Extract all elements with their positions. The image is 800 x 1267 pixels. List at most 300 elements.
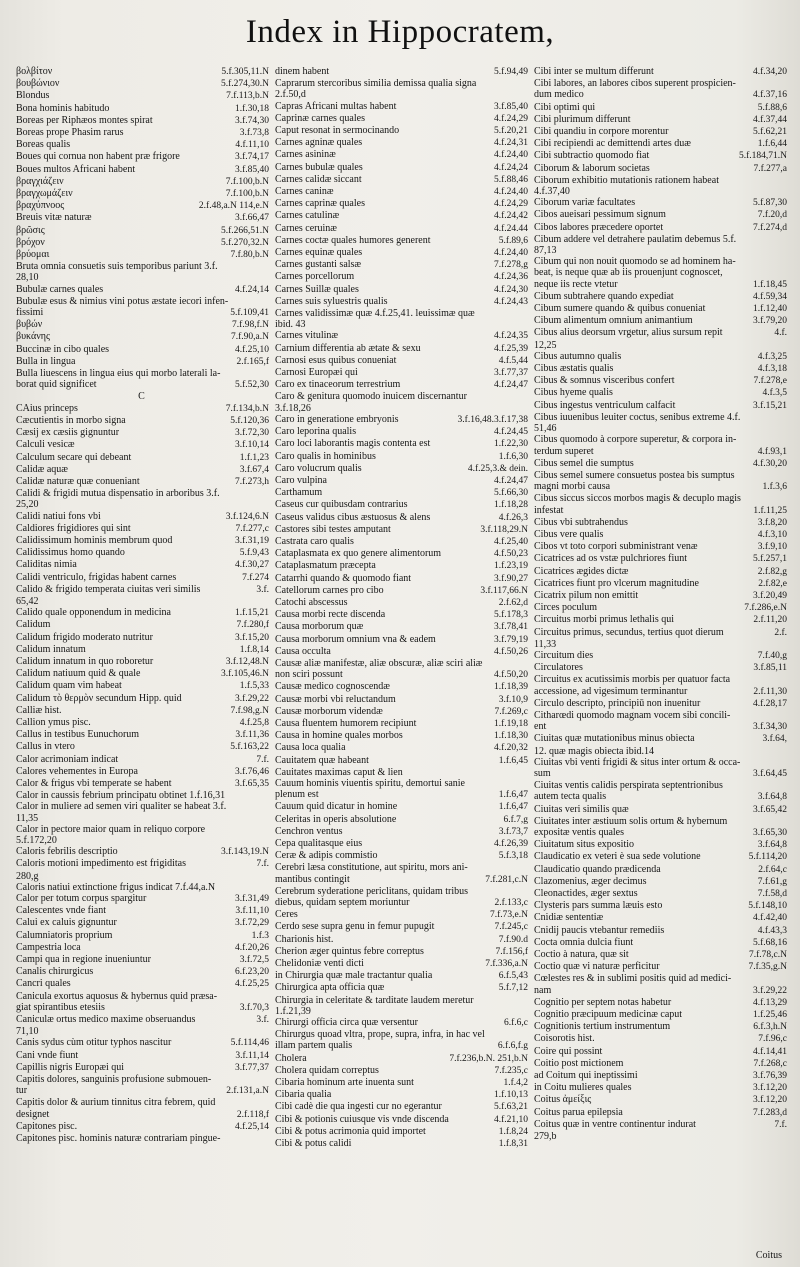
index-entry bbox=[16, 632, 269, 644]
index-reference: 3.f.10,14 bbox=[234, 440, 269, 451]
index-entry bbox=[275, 475, 528, 487]
index-reference: 4.f.11,10 bbox=[235, 140, 269, 151]
index-term: βυβών bbox=[16, 319, 43, 331]
index-entry bbox=[534, 757, 787, 768]
index-term: Calculi vesicæ bbox=[16, 439, 75, 451]
index-reference: 4.f.50,23 bbox=[493, 549, 528, 560]
index-term: Cibi optimi qui bbox=[534, 101, 596, 113]
index-entry bbox=[16, 607, 269, 619]
index-term: Calor in caussis febrium principatu obtinet 1.f.16,31 bbox=[16, 790, 226, 802]
index-term: Cibus semel die sumptus bbox=[534, 457, 634, 469]
index-reference: 4.f.24,43 bbox=[493, 296, 528, 307]
index-term: Causæ morbi vbi reluctandum bbox=[275, 693, 396, 705]
index-term: Cognitio præcipuum medicinæ caput bbox=[534, 1009, 683, 1021]
index-reference: 4.f.28,17 bbox=[752, 698, 787, 709]
index-term: Caloris natiui extinctione frigus indicat 7.f.44,a.N bbox=[16, 881, 216, 893]
index-term: Caprarum stercoribus similia demissa qualia signa bbox=[275, 78, 477, 90]
index-entry bbox=[275, 198, 528, 210]
index-term: Breuis vitæ naturæ bbox=[16, 212, 92, 224]
index-entry bbox=[16, 115, 269, 127]
index-term: Cataplasmata ex quo genere alimentorum bbox=[275, 548, 442, 560]
index-reference: 3.f.64,8 bbox=[757, 792, 787, 803]
index-term: 5.f.172,20 bbox=[16, 835, 57, 846]
index-reference: 5.f.178,3 bbox=[493, 610, 528, 621]
index-reference: 4.f.13,29 bbox=[752, 997, 787, 1008]
index-reference: 3.f. bbox=[256, 1015, 269, 1026]
index-entry bbox=[534, 997, 787, 1009]
index-entry bbox=[534, 851, 787, 863]
index-entry bbox=[16, 176, 269, 188]
index-term: Cauum hominis viuentis spiritu, demortui sanie bbox=[275, 777, 465, 789]
index-entry bbox=[534, 912, 787, 924]
index-entry bbox=[534, 279, 787, 291]
index-entry bbox=[534, 937, 787, 949]
index-term: Celeritas in operis absolutione bbox=[275, 813, 397, 825]
index-reference: 3.f.12,20 bbox=[752, 1083, 787, 1094]
index-entry bbox=[534, 662, 787, 674]
index-term: Circuitus primus, secundus, tertius quot dierum bbox=[534, 626, 724, 638]
index-term: ent bbox=[534, 721, 547, 733]
index-entry bbox=[16, 488, 269, 499]
index-term: Canalis chirurgicus bbox=[16, 966, 94, 978]
index-term: Cicatrices ægides dictæ bbox=[534, 565, 629, 577]
index-term: Cibus æstatis qualis bbox=[534, 363, 614, 375]
index-reference: 4.f.25,25 bbox=[234, 979, 269, 990]
index-term: Buccinæ in cibo quales bbox=[16, 343, 110, 355]
index-entry bbox=[16, 835, 269, 846]
index-reference: 3.f.64,45 bbox=[752, 768, 787, 779]
index-entry bbox=[275, 149, 528, 161]
index-entry bbox=[534, 710, 787, 721]
index-entry bbox=[16, 139, 269, 151]
index-reference: 4.f.24,40 bbox=[493, 248, 528, 259]
index-reference: 4.f.37,44 bbox=[752, 114, 787, 125]
index-entry bbox=[275, 1101, 528, 1113]
index-entry bbox=[534, 351, 787, 363]
index-reference: 3.f.11,14 bbox=[235, 1050, 269, 1061]
index-reference: 3.f. bbox=[256, 584, 269, 595]
index-entry bbox=[275, 137, 528, 149]
index-term: tur bbox=[16, 1085, 28, 1097]
index-entry bbox=[16, 572, 269, 584]
index-reference: 5.f.52,30 bbox=[234, 380, 269, 391]
index-term: Ciuitatum situs expositio bbox=[534, 839, 635, 851]
index-term: Chelidoniæ venti dicti bbox=[275, 958, 364, 970]
index-entry bbox=[534, 458, 787, 470]
index-entry bbox=[275, 886, 528, 897]
index-reference: 4.f.37,16 bbox=[752, 90, 787, 101]
index-term: Coitus quæ in ventre continentur indurat bbox=[534, 1118, 696, 1130]
index-term: Calculum secare qui debeant bbox=[16, 451, 132, 463]
index-term: borat quid significet bbox=[16, 379, 97, 391]
index-term: Calidissimum hominis membrum quod bbox=[16, 534, 173, 546]
index-entry bbox=[16, 415, 269, 427]
index-term: in Coitu mulieres quales bbox=[534, 1082, 632, 1094]
index-term: Claudicatio ex veteri è sua sede volutione bbox=[534, 851, 701, 863]
index-term: Calor in muliere ad semen viri qualiter se habeat 3.f. bbox=[16, 801, 227, 813]
index-reference: 7.f.269,c bbox=[494, 706, 528, 717]
index-term: Caro vulpina bbox=[275, 474, 327, 486]
index-entry bbox=[275, 1138, 528, 1150]
index-term: Campi qua in regione inueniuntur bbox=[16, 954, 151, 966]
index-reference: 7.f.98,g.N bbox=[230, 705, 269, 716]
index-reference: 3.f.16,48.3.f.17,38 bbox=[457, 414, 528, 425]
index-entry bbox=[16, 778, 269, 790]
index-reference: 4.f.24,29 bbox=[493, 199, 528, 210]
index-term: Cibi cadè die qua ingesti cur no egerantur bbox=[275, 1101, 442, 1113]
index-entry bbox=[534, 209, 787, 221]
index-term: designet bbox=[16, 1108, 50, 1120]
index-term: Circuitum dies bbox=[534, 649, 594, 661]
index-reference: 3.f.31,19 bbox=[234, 535, 269, 546]
index-entry bbox=[16, 754, 269, 766]
index-entry bbox=[16, 188, 269, 200]
index-reference: 5.f.163,22 bbox=[230, 742, 269, 753]
index-entry bbox=[275, 259, 528, 271]
section-letter: C bbox=[138, 391, 147, 403]
index-entry bbox=[16, 1037, 269, 1049]
index-reference: 4.f.26,39 bbox=[493, 839, 528, 849]
index-entry bbox=[534, 412, 787, 423]
index-reference: 4.f.30,20 bbox=[752, 458, 787, 469]
index-entry bbox=[534, 434, 787, 445]
index-reference: 5.f.20,21 bbox=[493, 126, 528, 137]
index-term: Causa occulta bbox=[275, 645, 331, 657]
index-reference: 3.f.12,20 bbox=[752, 1095, 787, 1106]
index-reference: 7.f.268,c bbox=[753, 1058, 787, 1069]
index-entry bbox=[534, 839, 787, 851]
index-term: 1.f.21,39 bbox=[275, 1005, 311, 1017]
index-reference: 1.f.23,19 bbox=[493, 561, 528, 572]
index-reference: 2.f.62,d bbox=[498, 597, 528, 608]
index-reference: 3.f.20,49 bbox=[752, 590, 787, 601]
index-reference: 4.f.24,40 bbox=[493, 150, 528, 161]
index-entry bbox=[16, 905, 269, 917]
index-reference: 7.f.283,d bbox=[752, 1107, 787, 1118]
index-reference: 1.f.8,31 bbox=[498, 1139, 528, 1150]
index-term: Cibum addere vel detrahere paulatim debemus 5.f. bbox=[534, 233, 737, 245]
index-term: βραγχωμάζειν bbox=[16, 188, 73, 200]
index-reference: 1.f.30,18 bbox=[234, 103, 269, 114]
index-term: Cerdo sese supra genu in femur pupugit bbox=[275, 921, 435, 933]
index-entry bbox=[534, 804, 787, 816]
index-term: Cauum quid dicatur in homine bbox=[275, 801, 398, 813]
index-entry bbox=[534, 291, 787, 303]
index-entry bbox=[534, 578, 787, 590]
index-entry bbox=[534, 315, 787, 327]
index-reference: 3.f.78,41 bbox=[493, 622, 528, 633]
index-reference: 3.f.15,20 bbox=[234, 632, 269, 643]
index-reference: 1.f.18,30 bbox=[493, 731, 528, 742]
index-reference: 7.f. bbox=[774, 1119, 787, 1130]
index-entry bbox=[275, 585, 528, 597]
index-entry bbox=[275, 524, 528, 536]
index-entry bbox=[16, 824, 269, 835]
index-term: Calliæ hist. bbox=[16, 704, 62, 716]
index-term: Calido quale opponendum in medicina bbox=[16, 607, 171, 619]
index-reference: 7.f.80,b.N bbox=[230, 250, 269, 261]
index-entry bbox=[534, 553, 787, 565]
index-reference: 4.f.59,34 bbox=[752, 291, 787, 302]
index-entry bbox=[16, 717, 269, 729]
index-reference: 7.f. bbox=[256, 859, 269, 870]
index-term: Catellorum carnes pro cibo bbox=[275, 584, 384, 596]
index-term: Cibus quomodo à corpore superetur, & corpora in- bbox=[534, 434, 737, 446]
index-reference: 3.f.76,46 bbox=[234, 766, 269, 777]
index-term: Cibus autumno qualis bbox=[534, 350, 622, 362]
index-reference: 1.f.3 bbox=[251, 930, 269, 941]
index-entry bbox=[16, 559, 269, 571]
index-entry bbox=[275, 995, 528, 1006]
index-entry bbox=[16, 261, 269, 272]
index-term: dum medico bbox=[534, 89, 584, 101]
index-entry bbox=[534, 423, 787, 434]
index-reference: 3.f.70,3 bbox=[239, 1002, 269, 1013]
index-entry bbox=[275, 414, 528, 426]
index-entry bbox=[275, 958, 528, 970]
index-reference: 4.f.24,45 bbox=[493, 427, 528, 438]
index-term: Cenchron ventus bbox=[275, 825, 343, 837]
index-term: Causa morbi recte discenda bbox=[275, 609, 386, 621]
index-term: Cibos labores præcedere oportet bbox=[534, 221, 664, 233]
index-term: Ciborum exhibitio mutationis rationem habeat bbox=[534, 174, 719, 186]
index-reference: 4.f.42,40 bbox=[752, 913, 787, 924]
index-reference: 3.f.10,9 bbox=[498, 694, 528, 705]
index-term: plenum est bbox=[275, 789, 319, 801]
index-entry bbox=[275, 767, 528, 778]
index-entry bbox=[275, 78, 528, 89]
index-reference: 2.f.11,30 bbox=[753, 686, 787, 697]
index-term: Chirurgia in celeritate & tarditate laudem meretur bbox=[275, 994, 474, 1006]
index-entry bbox=[16, 917, 269, 929]
index-reference: 3.f.74,17 bbox=[234, 152, 269, 163]
index-entry bbox=[16, 127, 269, 139]
index-reference: 3.f.15,21 bbox=[752, 400, 787, 411]
index-term: Cibum qui non nouit quomodo se ad hominem ha- bbox=[534, 256, 736, 268]
index-term: Cibi recipiendi ac demittendi artes duæ bbox=[534, 138, 691, 150]
index-entry bbox=[275, 125, 528, 137]
index-entry bbox=[534, 340, 787, 351]
index-reference: 3.f.66,47 bbox=[234, 213, 269, 224]
index-entry bbox=[534, 327, 787, 339]
index-term: Charionis hist. bbox=[275, 933, 334, 945]
index-term: Caro volucrum qualis bbox=[275, 462, 362, 474]
index-term: Cognitio per septem notas habetur bbox=[534, 996, 672, 1008]
index-entry bbox=[16, 296, 269, 307]
index-entry bbox=[275, 1017, 528, 1029]
index-entry bbox=[275, 1065, 528, 1077]
index-entry bbox=[275, 934, 528, 946]
index-term: Caloris febrilis descriptio bbox=[16, 846, 118, 858]
index-entry bbox=[16, 790, 269, 801]
index-entry bbox=[275, 621, 528, 633]
index-entry bbox=[275, 789, 528, 801]
index-term: accessione, ad vigesimum terminantur bbox=[534, 685, 688, 697]
index-entry bbox=[275, 391, 528, 402]
index-entry bbox=[16, 307, 269, 319]
index-term: βρόχον bbox=[16, 236, 45, 248]
index-term: Cauitatem quæ habeant bbox=[275, 754, 369, 766]
index-reference: 1.f.15,21 bbox=[234, 608, 269, 619]
index-term: Cibus alius deorsum vrgetur, alius sursum repit bbox=[534, 327, 723, 339]
index-entry bbox=[534, 686, 787, 698]
index-column-1 bbox=[16, 66, 269, 1244]
index-term: Caput resonat in sermocinando bbox=[275, 125, 400, 137]
index-reference: 4.f.24,14 bbox=[234, 284, 269, 295]
index-reference: 3.f.9,10 bbox=[757, 542, 787, 553]
index-term: Cibus vere qualis bbox=[534, 528, 604, 540]
index-entry bbox=[275, 235, 528, 247]
index-reference: 3.f.90,27 bbox=[493, 573, 528, 584]
index-term: Cocta omnia dulcia fiunt bbox=[534, 936, 634, 948]
index-term: Cnidiæ sententiæ bbox=[534, 912, 604, 924]
index-entry bbox=[275, 162, 528, 174]
index-term: Causa morborum omnium vna & eadem bbox=[275, 633, 436, 645]
index-reference: 7.f.274,d bbox=[752, 222, 787, 233]
index-entry bbox=[534, 768, 787, 780]
index-entry bbox=[16, 356, 269, 368]
index-entry bbox=[534, 446, 787, 458]
index-entry bbox=[16, 741, 269, 753]
index-entry bbox=[275, 438, 528, 450]
index-term: Cibus & somnus visceribus confert bbox=[534, 375, 675, 387]
index-term: Causæ medico cognoscendæ bbox=[275, 681, 390, 693]
index-entry bbox=[275, 755, 528, 767]
index-term: Castrata caro qualis bbox=[275, 535, 354, 547]
index-reference: 3.f.74,30 bbox=[234, 115, 269, 126]
index-reference: 3.f.124,6.N bbox=[225, 511, 269, 522]
index-reference: 6.f.7,g bbox=[503, 814, 528, 825]
index-entry bbox=[16, 368, 269, 379]
index-entry bbox=[16, 871, 269, 882]
index-term: Caloris motioni impedimento est frigiditas bbox=[16, 858, 186, 870]
index-entry bbox=[275, 367, 528, 379]
index-term: Circuitus ex acutissimis morbis per quatuor facta bbox=[534, 674, 731, 686]
index-term: Clazomenius, æger decimus bbox=[534, 875, 647, 887]
index-entry bbox=[16, 656, 269, 668]
index-term: Calidum natiuum quid & quale bbox=[16, 668, 141, 680]
index-reference: 7.f.40,g bbox=[757, 650, 787, 661]
index-term: illam partem qualis bbox=[275, 1040, 353, 1052]
index-term: βουβώνιον bbox=[16, 78, 60, 90]
index-entry bbox=[16, 1074, 269, 1085]
index-term: 279,b bbox=[534, 1131, 557, 1143]
index-term: βυκάνης bbox=[16, 331, 50, 343]
index-entry bbox=[275, 634, 528, 646]
page-title: Index in Hippocratem, bbox=[245, 14, 555, 50]
index-entry bbox=[16, 1014, 269, 1026]
index-entry bbox=[16, 464, 269, 476]
index-term: Calidi & frigidi mutua dispensatio in arboribus 3.f. bbox=[16, 488, 220, 500]
index-entry bbox=[534, 1033, 787, 1045]
index-reference: 4.f.24,42 bbox=[493, 211, 528, 222]
index-reference: 5.f.266,51.N bbox=[220, 225, 269, 236]
index-entry bbox=[534, 186, 787, 197]
index-entry bbox=[275, 862, 528, 873]
index-reference: 7.f. bbox=[256, 754, 269, 765]
index-term: expositæ ventis quales bbox=[534, 827, 624, 838]
index-term: Calor per totum corpus spargitur bbox=[16, 893, 147, 905]
index-entry bbox=[16, 619, 269, 631]
index-term: Cognitionis tertium instrumentum bbox=[534, 1021, 671, 1033]
index-entry bbox=[275, 742, 528, 754]
index-term: Cholera quidam correptus bbox=[275, 1064, 379, 1076]
index-term: mantibus contingit bbox=[275, 873, 350, 885]
index-reference: 5.f.68,16 bbox=[752, 937, 787, 948]
index-term: Calores vehementes in Europa bbox=[16, 765, 138, 777]
index-term: 280,g bbox=[16, 870, 39, 882]
index-term: Caro qualis in hominibus bbox=[275, 450, 376, 462]
index-term: Calidum quam vim habeat bbox=[16, 680, 122, 692]
index-reference: 4.f.24,35 bbox=[493, 331, 528, 342]
index-term: Carnes Suillæ quales bbox=[275, 283, 359, 295]
index-entry bbox=[16, 344, 269, 356]
index-entry bbox=[16, 319, 269, 331]
index-entry bbox=[534, 639, 787, 650]
index-term: Carnes catulinæ bbox=[275, 210, 340, 222]
index-term: Cicatrix pilum non emittit bbox=[534, 589, 639, 601]
index-reference: 3.f.11,10 bbox=[235, 906, 269, 917]
index-entry bbox=[275, 801, 528, 813]
index-term: Castores sibi testes amputant bbox=[275, 523, 391, 535]
index-reference: 3.f.31,49 bbox=[234, 894, 269, 905]
index-entry bbox=[16, 596, 269, 607]
index-term: Bruta omnia consuetis suis temporibus pariunt 3.f. bbox=[16, 261, 218, 273]
index-entry bbox=[16, 893, 269, 905]
index-entry bbox=[275, 223, 528, 235]
index-entry bbox=[534, 614, 787, 626]
index-term: Carnes agninæ quales bbox=[275, 137, 363, 149]
index-entry bbox=[16, 452, 269, 464]
index-term: magni morbi causa bbox=[534, 481, 611, 493]
index-reference: 7.f.90.d bbox=[498, 934, 528, 945]
index-term: Cibi inter se multum differunt bbox=[534, 66, 654, 77]
index-term: Cibi labores, an labores cibos superent prospicien- bbox=[534, 78, 736, 90]
index-term: Chirurgica apta officia quæ bbox=[275, 982, 385, 994]
index-term: Carnes porcellorum bbox=[275, 271, 355, 283]
index-term: Ceræ & adipis commistio bbox=[275, 850, 378, 862]
index-entry bbox=[534, 985, 787, 997]
index-term: Bulla liuescens in lingua eius qui morbo laterali la- bbox=[16, 368, 221, 380]
index-entry bbox=[534, 888, 787, 900]
index-reference: 7.f.278,e bbox=[753, 376, 787, 387]
index-reference: 7.f.286,e.N bbox=[744, 603, 787, 614]
index-entry bbox=[534, 780, 787, 791]
index-term: Cnidij paucis vtebantur remediis bbox=[534, 924, 665, 936]
index-term: Coitus ἀμείξις bbox=[534, 1094, 592, 1106]
index-entry bbox=[534, 949, 787, 961]
index-entry bbox=[534, 791, 787, 803]
index-term: Callus in testibus Eunuchorum bbox=[16, 729, 140, 741]
index-entry bbox=[534, 102, 787, 114]
index-entry bbox=[534, 163, 787, 175]
index-term: Cæsij ex cæsiis gignuntur bbox=[16, 427, 120, 439]
index-reference: 4.f.43,3 bbox=[757, 925, 787, 936]
index-entry bbox=[16, 693, 269, 705]
index-entry bbox=[275, 1126, 528, 1138]
index-reference: 7.f.245,c bbox=[494, 922, 528, 933]
index-reference: 4.f.24,47 bbox=[493, 380, 528, 391]
index-reference: 3.f.67,4 bbox=[239, 464, 269, 475]
index-term: βραχύπνοος bbox=[16, 200, 65, 212]
index-term: Cibos vt toto corpori subministrant venæ bbox=[534, 541, 698, 553]
index-reference: 1.f.10,13 bbox=[493, 1090, 528, 1101]
index-entry bbox=[16, 930, 269, 942]
index-entry bbox=[534, 138, 787, 150]
index-term: Calidum τὸ θερμὸν secundum Hipp. quid bbox=[16, 692, 182, 704]
index-term: Coisorotis hist. bbox=[534, 1033, 595, 1045]
index-term: Canis sydus cùm otitur typhos nascitur bbox=[16, 1037, 172, 1049]
